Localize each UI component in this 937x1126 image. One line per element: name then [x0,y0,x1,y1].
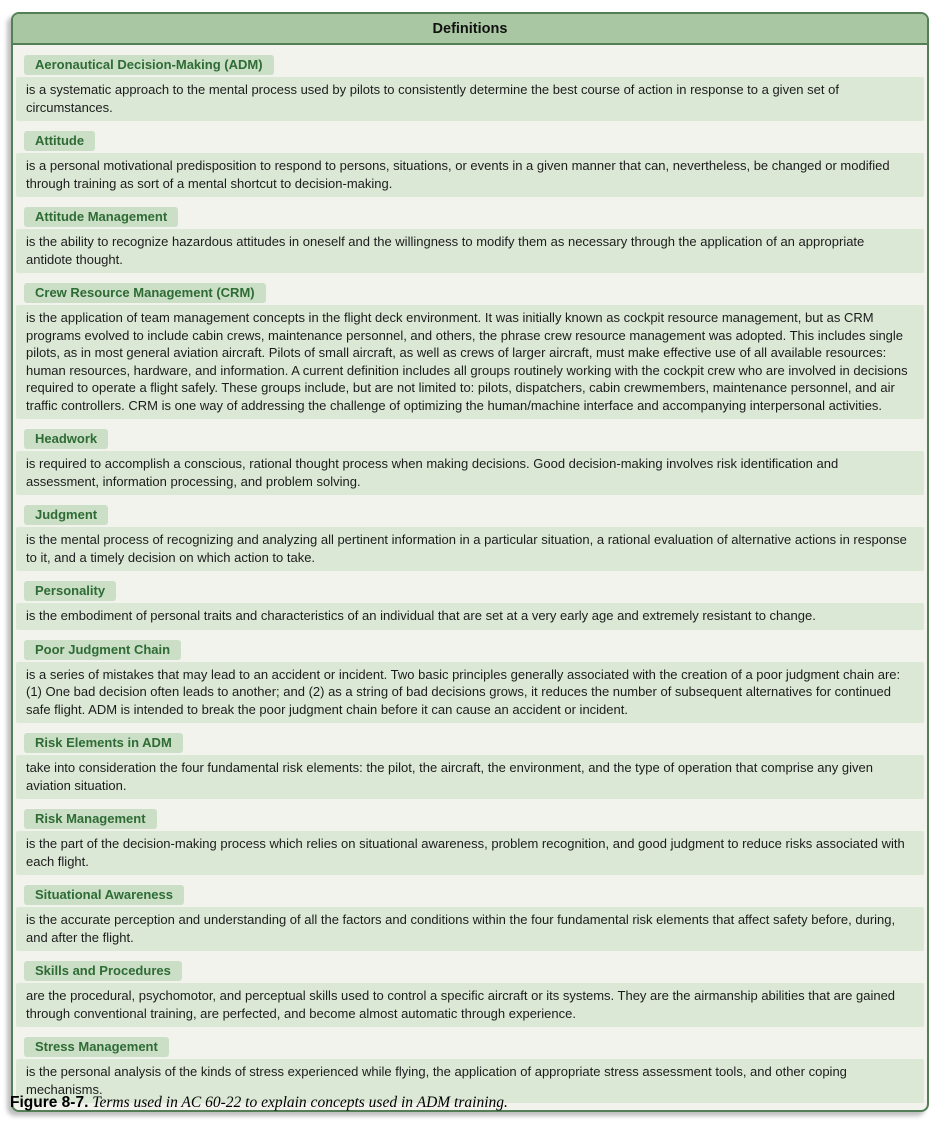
definition-entry [16,875,924,951]
figure-caption [10,1094,508,1112]
definition-entry [16,197,924,273]
figure-caption-label: Figure 8-7. [10,1094,89,1111]
term-badge: Crew Resource Management (CRM) [24,283,266,303]
term-badge: Attitude Management [24,207,178,227]
definition-text: is the embodiment of personal traits and characteristics of an individual that are set at a very early age and extremely resistant to change. [16,603,924,630]
definition-text: are the procedural, psychomotor, and perceptual skills used to control a specific aircraft or its systems. They are the airmanship abilities that are gained through conventional training, are perfected, and become almost automatic through experience. [16,983,924,1027]
definition-text: is the personal analysis of the kinds of stress experienced while flying, the application of appropriate stress assessment tools, and other coping mechanisms. [16,1059,924,1103]
definition-text: is the ability to recognize hazardous attitudes in oneself and the willingness to modify them as necessary through the application of an appropriate antidote thought. [16,229,924,273]
definition-text: is the application of team management concepts in the flight deck environment. It was initially known as cockpit resource management, but as CRM programs evolved to include cabin crews, maintenance personnel, and others, the phrase crew resource management was adopted. This includes single pilots, as in most general aviation aircraft. Pilots of small aircraft, as well as crews of larger aircraft, must make effective use of all available resources: human resources, hardware, and information. A current definition includes all groups routinely working with the cockpit crew who are involved in decisions required to operate a flight safely. These groups include, but are not limited to: pilots, dispatchers, cabin crewmembers, maintenance personnel, and air traffic controllers. CRM is one way of addressing the challenge of optimizing the human/machine interface and accompanying interpersonal activities. [16,305,924,419]
table-title: Definitions [13,14,927,45]
definition-entry [16,799,924,875]
definition-entry [16,419,924,495]
term-badge: Judgment [24,505,108,525]
definition-text: is a series of mistakes that may lead to an accident or incident. Two basic principles generally associated with the creation of a poor judgment chain are: (1) One bad decision often leads to another; and (2) as a string of bad decisions grows, it reduces the number of subsequent alternatives for continued safe flight. ADM is intended to break the poor judgment chain before it can cause an accident or incident. [16,662,924,724]
term-badge: Stress Management [24,1037,169,1057]
term-badge: Attitude [24,131,95,151]
definition-entry [16,951,924,1027]
definition-text: is required to accomplish a conscious, rational thought process when making decisions. Good decision-making involves risk identification and assessment, information processing, and problem solving. [16,451,924,495]
term-badge: Headwork [24,429,108,449]
definition-entry [16,571,924,630]
term-badge: Skills and Procedures [24,961,182,981]
definition-text: is the part of the decision-making process which relies on situational awareness, problem recognition, and good judgment to reduce risks associated with each flight. [16,831,924,875]
term-badge: Personality [24,581,116,601]
definition-entry [16,273,924,419]
definition-entry [16,45,924,121]
definition-entry [16,495,924,571]
term-badge: Risk Management [24,809,157,829]
definitions-table [11,12,929,1112]
term-badge: Risk Elements in ADM [24,733,183,753]
term-badge: Aeronautical Decision-Making (ADM) [24,55,274,75]
figure-caption-text: Terms used in AC 60-22 to explain concepts used in ADM training. [88,1094,508,1111]
definition-entry [16,121,924,197]
table-body [13,45,927,1110]
definition-text: is the mental process of recognizing and analyzing all pertinent information in a particular situation, a rational evaluation of alternative actions in response to it, and a timely decision on which action to take. [16,527,924,571]
definition-text: take into consideration the four fundamental risk elements: the pilot, the aircraft, the environment, and the type of operation that comprise any given aviation situation. [16,755,924,799]
term-badge: Poor Judgment Chain [24,640,181,660]
definition-entry [16,1027,924,1103]
definition-text: is the accurate perception and understanding of all the factors and conditions within the four fundamental risk elements that affect safety before, during, and after the flight. [16,907,924,951]
definition-text: is a personal motivational predisposition to respond to persons, situations, or events in a given manner that can, nevertheless, be changed or modified through training as sort of a mental shortcut to decision-making. [16,153,924,197]
definition-entry [16,630,924,724]
definition-entry [16,723,924,799]
term-badge: Situational Awareness [24,885,184,905]
definition-text: is a systematic approach to the mental process used by pilots to consistently determine the best course of action in response to a given set of circumstances. [16,77,924,121]
